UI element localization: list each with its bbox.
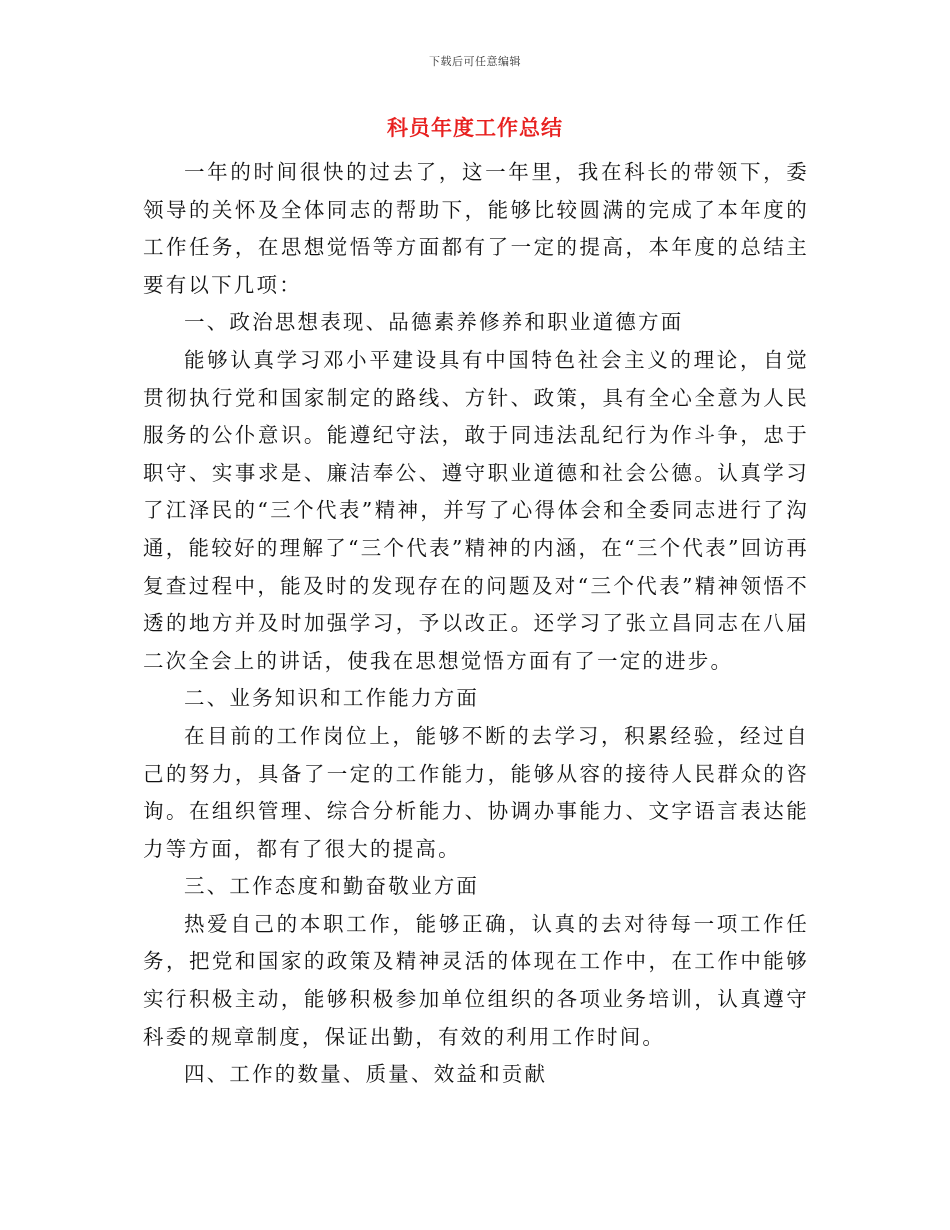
- section-1-paragraph: 能够认真学习邓小平建设具有中国特色社会主义的理论，自觉贯彻执行党和国家制定的路线、方针、政策，具有全心全意为人民服务的公仆意识。能遵纪守法，敢于同违法乱纪行为作斗争，忠于职守、实事求是、廉洁奉公、遵守职业道德和社会公德。认真学习了江泽民的“三个代表”精神，并写了心得体会和全委同志进行了沟通，能较好的理解了“三个代表”精神的内涵，在“三个代表”回访再复查过程中，能及时的发现存在的问题及对“三个代表”精神领悟不透的地方并及时加强学习，予以改正。还学习了张立昌同志在八届二次全会上的讲话，使我在思想觉悟方面有了一定的进步。: [143, 347, 809, 673]
- section-2-paragraph: 在目前的工作岗位上，能够不断的去学习，积累经验，经过自己的努力，具备了一定的工作能力，能够从容的接待人民群众的咨询。在组织管理、综合分析能力、协调办事能力、文字语言表达能力等方面，都有了很大的提高。: [143, 723, 809, 861]
- section-heading-4: 四、工作的数量、质量、效益和贡献: [184, 1062, 548, 1087]
- intro-paragraph: 一年的时间很快的过去了，这一年里，我在科长的带领下，委领导的关怀及全体同志的帮助下，能够比较圆满的完成了本年度的工作任务，在思想觉悟等方面都有了一定的提高，本年度的总结主要有以下几项：: [143, 160, 809, 297]
- section-heading-2: 二、业务知识和工作能力方面: [184, 686, 480, 711]
- header-note: 下载后可任意编辑: [429, 55, 521, 68]
- document-title: 科员年度工作总结: [387, 115, 563, 140]
- section-heading-1: 一、政治思想表现、品德素养修养和职业道德方面: [184, 310, 684, 335]
- section-heading-3: 三、工作态度和勤奋敬业方面: [184, 874, 480, 899]
- section-3-paragraph: 热爱自己的本职工作，能够正确，认真的去对待每一项工作任务，把党和国家的政策及精神灵活的体现在工作中，在工作中能够实行积极主动，能够积极参加单位组织的各项业务培训，认真遵守科委的规章制度，保证出勤，有效的利用工作时间。: [143, 911, 809, 1049]
- document-body: [143, 154, 809, 1094]
